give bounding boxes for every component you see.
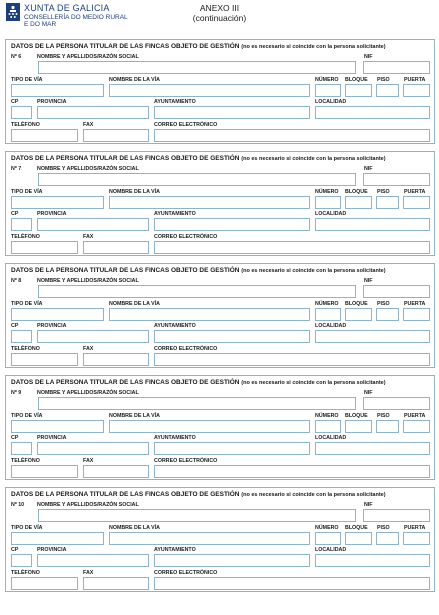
label-tipo-via: TIPO DE VÍA: [11, 189, 43, 195]
puerta-field[interactable]: [403, 532, 430, 545]
bloque-field[interactable]: [345, 84, 372, 97]
label-numero: NÚMERO: [315, 301, 339, 307]
label-nombre-via: NOMBRE DE LA VÍA: [109, 413, 161, 419]
owner-number: Nº 10: [11, 502, 25, 508]
puerta-field[interactable]: [403, 420, 430, 433]
piso-field[interactable]: [376, 196, 399, 209]
label-tipo-via: TIPO DE VÍA: [11, 413, 43, 419]
fax-field[interactable]: [83, 465, 149, 478]
label-localidad: LOCALIDAD: [315, 323, 347, 329]
tipo-via-field[interactable]: [11, 84, 104, 97]
cp-field[interactable]: [11, 442, 32, 455]
label-nombre-via: NOMBRE DE LA VÍA: [109, 189, 161, 195]
nombre-field[interactable]: [38, 61, 356, 74]
label-piso: PISO: [377, 77, 390, 83]
label-correo: CORREO ELECTRÓNICO: [154, 458, 218, 464]
label-nombre: NOMBRE Y APELLIDOS/RAZÓN SOCIAL: [37, 54, 139, 60]
nombre-via-field[interactable]: [109, 196, 310, 209]
label-numero: NÚMERO: [315, 525, 339, 531]
label-correo: CORREO ELECTRÓNICO: [154, 122, 218, 128]
label-telefono: TELÉFONO: [11, 234, 40, 240]
piso-field[interactable]: [376, 308, 399, 321]
label-provincia: PROVINCIA: [37, 99, 67, 105]
ayuntamiento-field[interactable]: [154, 330, 310, 343]
nombre-via-field[interactable]: [109, 420, 310, 433]
label-puerta: PUERTA: [404, 525, 426, 531]
label-fax: FAX: [83, 570, 94, 576]
label-ayuntamiento: AYUNTAMIENTO: [154, 435, 196, 441]
cp-field[interactable]: [11, 330, 32, 343]
ayuntamiento-field[interactable]: [154, 218, 310, 231]
owner-section: [5, 487, 435, 592]
telefono-field[interactable]: [11, 353, 78, 366]
fax-field[interactable]: [83, 353, 149, 366]
label-localidad: LOCALIDAD: [315, 211, 347, 217]
label-nif: NIF: [364, 166, 373, 172]
label-nombre-via: NOMBRE DE LA VÍA: [109, 525, 161, 531]
owner-number: Nº 7: [11, 166, 22, 172]
tipo-via-field[interactable]: [11, 196, 104, 209]
page-header: [0, 0, 439, 36]
label-localidad: LOCALIDAD: [315, 435, 347, 441]
label-piso: PISO: [377, 301, 390, 307]
label-provincia: PROVINCIA: [37, 211, 67, 217]
label-ayuntamiento: AYUNTAMIENTO: [154, 547, 196, 553]
label-telefono: TELÉFONO: [11, 122, 40, 128]
tipo-via-field[interactable]: [11, 532, 104, 545]
owner-section: [5, 151, 435, 256]
label-ayuntamiento: AYUNTAMIENTO: [154, 99, 196, 105]
ayuntamiento-field[interactable]: [154, 442, 310, 455]
telefono-field[interactable]: [11, 577, 78, 590]
localidad-field[interactable]: [315, 330, 430, 343]
label-bloque: BLOQUE: [345, 301, 368, 307]
localidad-field[interactable]: [315, 218, 430, 231]
label-piso: PISO: [377, 413, 390, 419]
label-numero: NÚMERO: [315, 189, 339, 195]
label-provincia: PROVINCIA: [37, 547, 67, 553]
bloque-field[interactable]: [345, 532, 372, 545]
label-nombre: NOMBRE Y APELLIDOS/RAZÓN SOCIAL: [37, 166, 139, 172]
fax-field[interactable]: [83, 129, 149, 142]
tipo-via-field[interactable]: [11, 308, 104, 321]
telefono-field[interactable]: [11, 129, 78, 142]
cp-field[interactable]: [11, 554, 32, 567]
label-fax: FAX: [83, 458, 94, 464]
correo-field[interactable]: [154, 577, 430, 590]
org-department-line2: E DO MAR: [24, 21, 57, 28]
nif-field[interactable]: [363, 509, 430, 522]
label-puerta: PUERTA: [404, 301, 426, 307]
provincia-field[interactable]: [37, 554, 149, 567]
label-localidad: LOCALIDAD: [315, 547, 347, 553]
org-department-line1: CONSELLERÍA DO MEDIO RURAL: [24, 14, 128, 21]
label-nombre-via: NOMBRE DE LA VÍA: [109, 301, 161, 307]
owner-section: [5, 39, 435, 144]
fax-field[interactable]: [83, 577, 149, 590]
owner-number: Nº 8: [11, 278, 22, 284]
label-nombre-via: NOMBRE DE LA VÍA: [109, 77, 161, 83]
puerta-field[interactable]: [403, 84, 430, 97]
provincia-field[interactable]: [37, 106, 149, 119]
label-correo: CORREO ELECTRÓNICO: [154, 234, 218, 240]
owner-number: Nº 6: [11, 54, 22, 60]
label-cp: CP: [11, 547, 19, 553]
provincia-field[interactable]: [37, 442, 149, 455]
label-nif: NIF: [364, 278, 373, 284]
piso-field[interactable]: [376, 420, 399, 433]
nombre-field[interactable]: [38, 285, 356, 298]
label-ayuntamiento: AYUNTAMIENTO: [154, 323, 196, 329]
label-bloque: BLOQUE: [345, 525, 368, 531]
label-cp: CP: [11, 211, 19, 217]
numero-field[interactable]: [315, 308, 341, 321]
section-title: DATOS DE LA PERSONA TITULAR DE LAS FINCAS OBJETO DE GESTIÓN (no es necesario si coincide con la persona solicitante): [11, 491, 386, 498]
provincia-field[interactable]: [37, 218, 149, 231]
fax-field[interactable]: [83, 241, 149, 254]
bloque-field[interactable]: [345, 196, 372, 209]
correo-field[interactable]: [154, 353, 430, 366]
tipo-via-field[interactable]: [11, 420, 104, 433]
label-tipo-via: TIPO DE VÍA: [11, 301, 43, 307]
correo-field[interactable]: [154, 241, 430, 254]
ayuntamiento-field[interactable]: [154, 554, 310, 567]
label-localidad: LOCALIDAD: [315, 99, 347, 105]
label-provincia: PROVINCIA: [37, 323, 67, 329]
label-telefono: TELÉFONO: [11, 458, 40, 464]
nombre-via-field[interactable]: [109, 308, 310, 321]
nombre-field[interactable]: [38, 397, 356, 410]
label-nif: NIF: [364, 390, 373, 396]
localidad-field[interactable]: [315, 554, 430, 567]
owner-section: [5, 375, 435, 480]
label-puerta: PUERTA: [404, 77, 426, 83]
label-correo: CORREO ELECTRÓNICO: [154, 570, 218, 576]
label-piso: PISO: [377, 525, 390, 531]
puerta-field[interactable]: [403, 308, 430, 321]
label-correo: CORREO ELECTRÓNICO: [154, 346, 218, 352]
nombre-field[interactable]: [38, 173, 356, 186]
cp-field[interactable]: [11, 106, 32, 119]
label-bloque: BLOQUE: [345, 413, 368, 419]
label-nif: NIF: [364, 502, 373, 508]
label-ayuntamiento: AYUNTAMIENTO: [154, 211, 196, 217]
numero-field[interactable]: [315, 420, 341, 433]
label-bloque: BLOQUE: [345, 77, 368, 83]
piso-field[interactable]: [376, 532, 399, 545]
bloque-field[interactable]: [345, 308, 372, 321]
provincia-field[interactable]: [37, 330, 149, 343]
label-fax: FAX: [83, 234, 94, 240]
section-title: DATOS DE LA PERSONA TITULAR DE LAS FINCAS OBJETO DE GESTIÓN (no es necesario si coincide con la persona solicitante): [11, 155, 386, 162]
label-puerta: PUERTA: [404, 413, 426, 419]
label-nombre: NOMBRE Y APELLIDOS/RAZÓN SOCIAL: [37, 278, 139, 284]
section-title: DATOS DE LA PERSONA TITULAR DE LAS FINCAS OBJETO DE GESTIÓN (no es necesario si coincide con la persona solicitante): [11, 43, 386, 50]
label-cp: CP: [11, 99, 19, 105]
label-telefono: TELÉFONO: [11, 570, 40, 576]
annex-title: ANEXO III: [199, 3, 240, 13]
bloque-field[interactable]: [345, 420, 372, 433]
annex-subtitle: (continuación): [192, 13, 247, 23]
correo-field[interactable]: [154, 465, 430, 478]
label-numero: NÚMERO: [315, 77, 339, 83]
label-fax: FAX: [83, 346, 94, 352]
numero-field[interactable]: [315, 196, 341, 209]
section-title: DATOS DE LA PERSONA TITULAR DE LAS FINCAS OBJETO DE GESTIÓN (no es necesario si coincide con la persona solicitante): [11, 379, 386, 386]
telefono-field[interactable]: [11, 241, 78, 254]
label-bloque: BLOQUE: [345, 189, 368, 195]
nif-field[interactable]: [363, 397, 430, 410]
ayuntamiento-field[interactable]: [154, 106, 310, 119]
nombre-via-field[interactable]: [109, 84, 310, 97]
section-title: DATOS DE LA PERSONA TITULAR DE LAS FINCAS OBJETO DE GESTIÓN (no es necesario si coincide con la persona solicitante): [11, 267, 386, 274]
label-nombre: NOMBRE Y APELLIDOS/RAZÓN SOCIAL: [37, 502, 139, 508]
label-piso: PISO: [377, 189, 390, 195]
puerta-field[interactable]: [403, 196, 430, 209]
correo-field[interactable]: [154, 129, 430, 142]
label-cp: CP: [11, 435, 19, 441]
cp-field[interactable]: [11, 218, 32, 231]
telefono-field[interactable]: [11, 465, 78, 478]
label-puerta: PUERTA: [404, 189, 426, 195]
label-tipo-via: TIPO DE VÍA: [11, 525, 43, 531]
label-telefono: TELÉFONO: [11, 346, 40, 352]
localidad-field[interactable]: [315, 106, 430, 119]
owner-section: [5, 263, 435, 368]
label-numero: NÚMERO: [315, 413, 339, 419]
owner-number: Nº 9: [11, 390, 22, 396]
piso-field[interactable]: [376, 84, 399, 97]
nombre-field[interactable]: [38, 509, 356, 522]
numero-field[interactable]: [315, 84, 341, 97]
label-tipo-via: TIPO DE VÍA: [11, 77, 43, 83]
nif-field[interactable]: [363, 173, 430, 186]
numero-field[interactable]: [315, 532, 341, 545]
label-cp: CP: [11, 323, 19, 329]
nombre-via-field[interactable]: [109, 532, 310, 545]
label-fax: FAX: [83, 122, 94, 128]
nif-field[interactable]: [363, 61, 430, 74]
label-nombre: NOMBRE Y APELLIDOS/RAZÓN SOCIAL: [37, 390, 139, 396]
localidad-field[interactable]: [315, 442, 430, 455]
org-name: XUNTA DE GALICIA: [24, 3, 110, 13]
label-provincia: PROVINCIA: [37, 435, 67, 441]
nif-field[interactable]: [363, 285, 430, 298]
label-nif: NIF: [364, 54, 373, 60]
